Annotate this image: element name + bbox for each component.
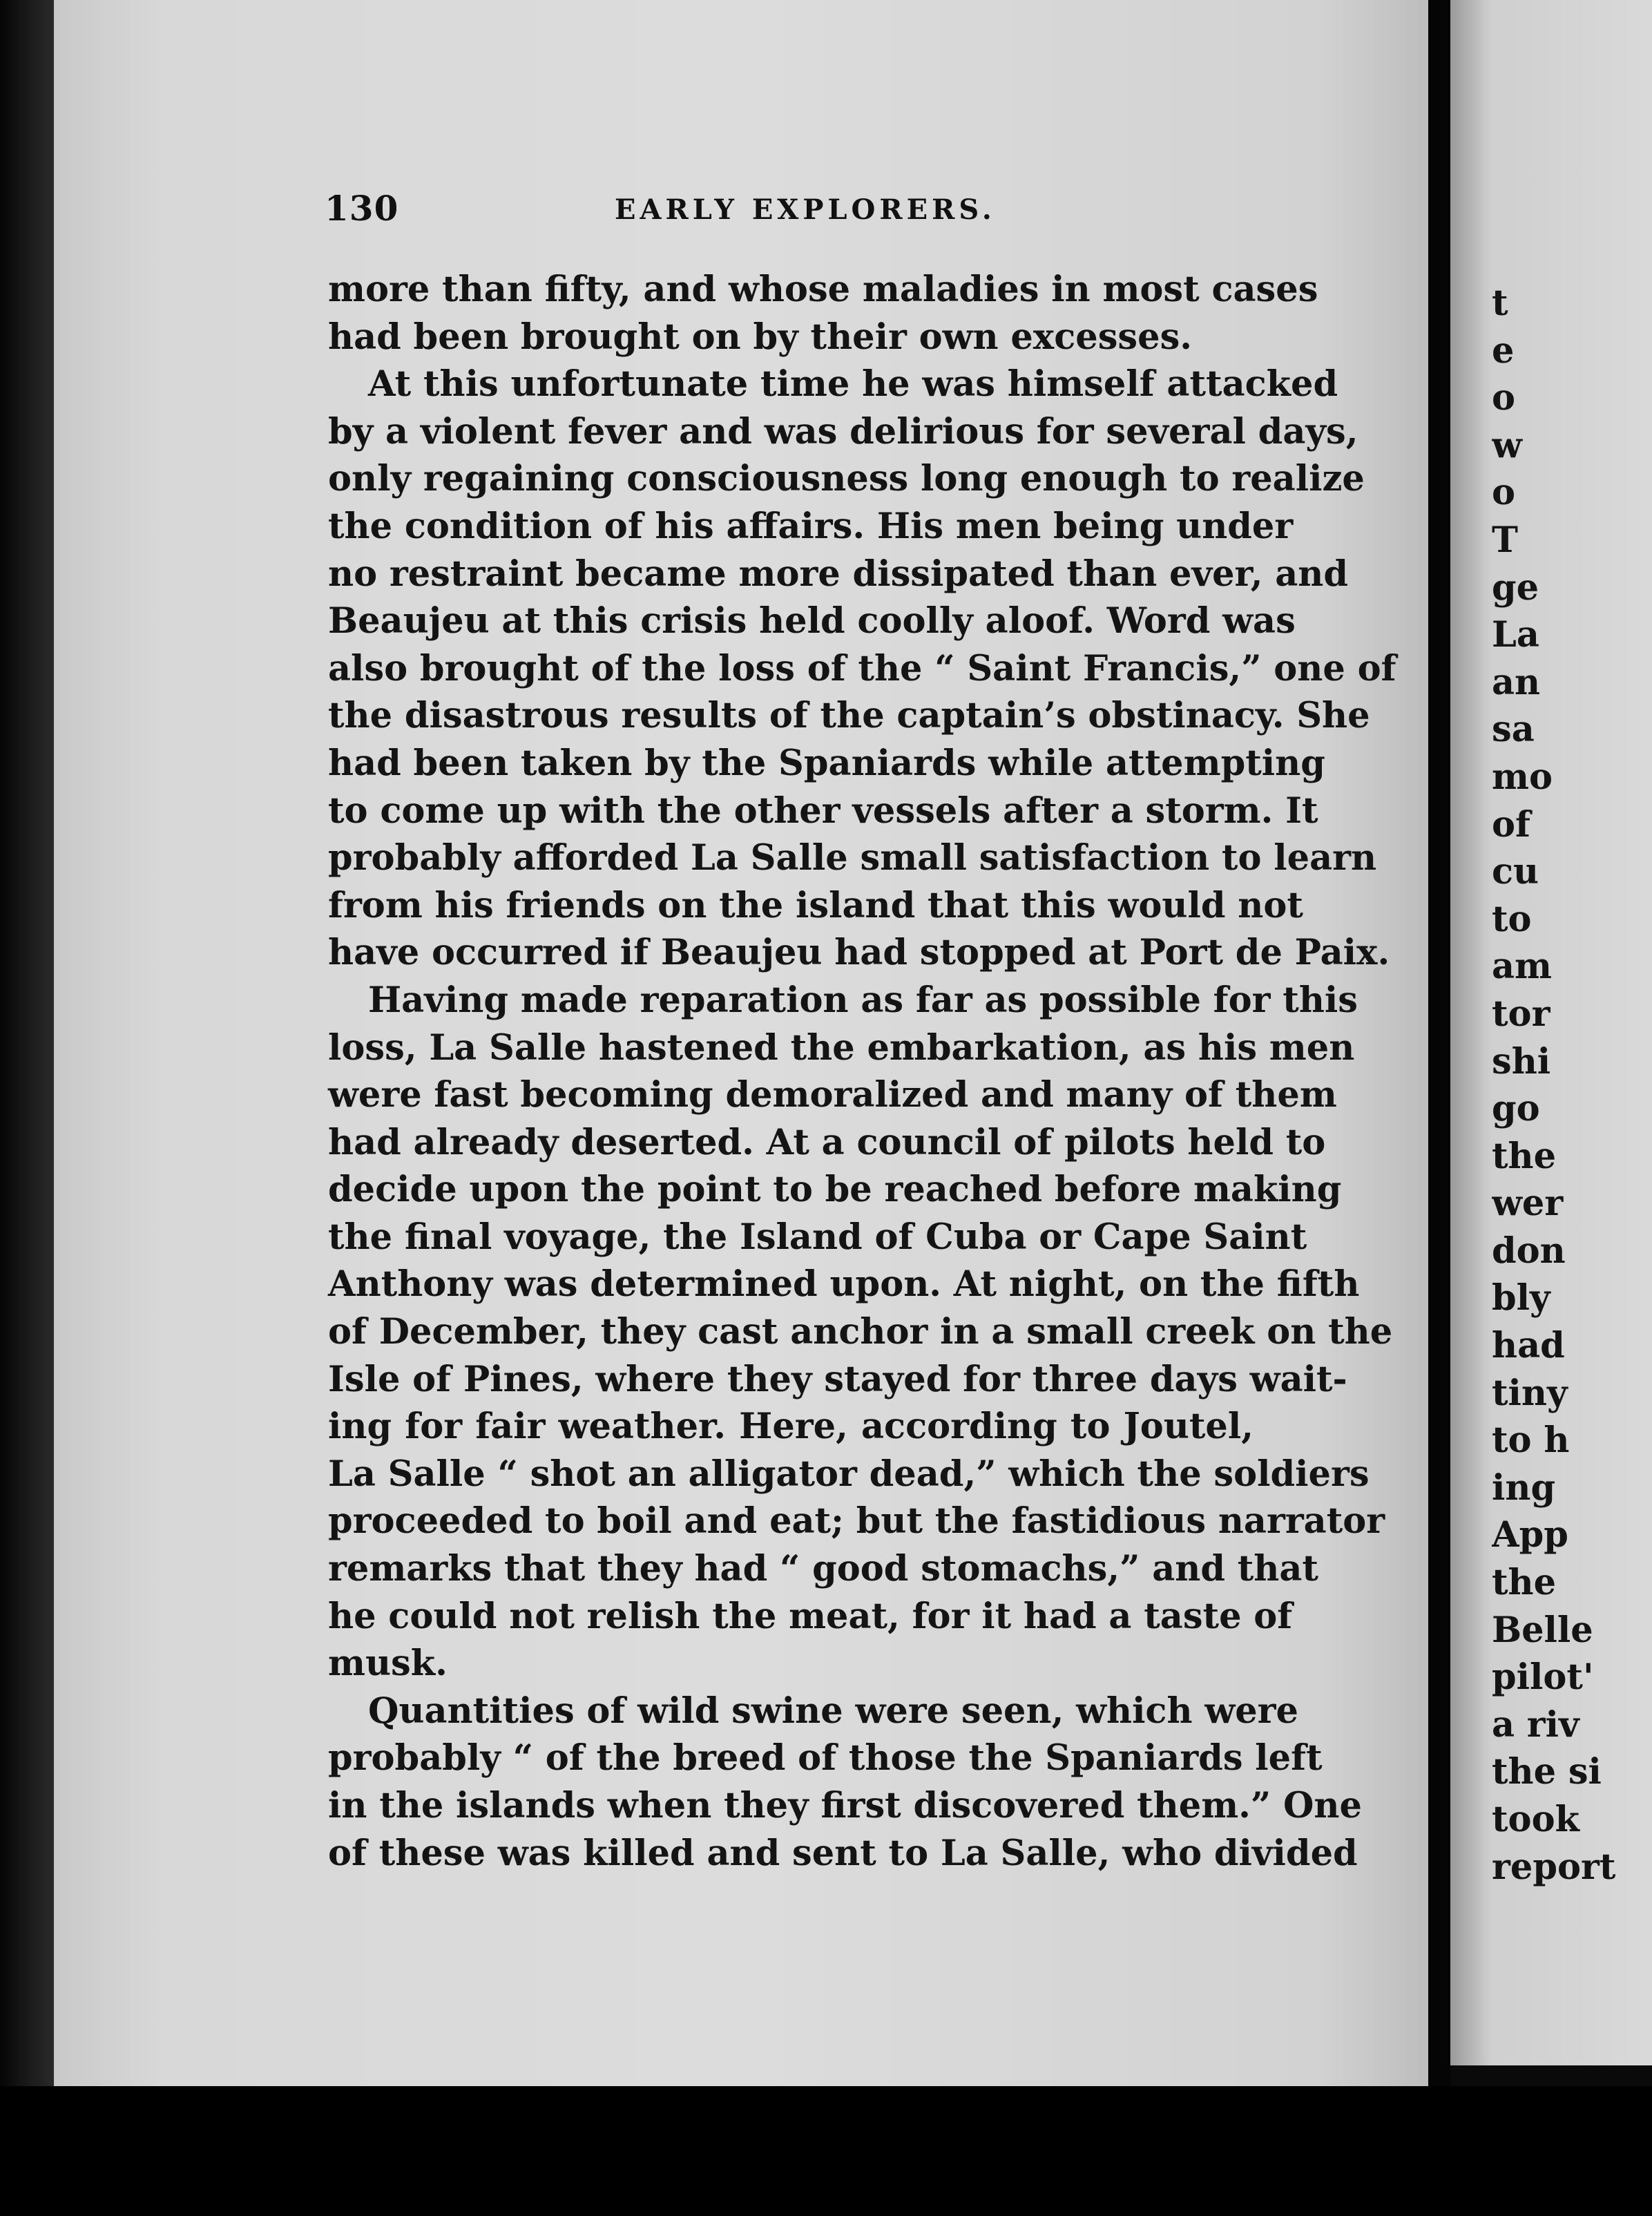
facing-page-line: bly [1492, 1277, 1550, 1319]
text-line: ing for fair weather. Here, according to Joutel, [328, 1406, 1254, 1448]
text-line: probably “ of the breed of those the Spaniards left [328, 1737, 1323, 1779]
facing-page-line: mo [1492, 756, 1553, 798]
facing-page-line: cu [1492, 851, 1539, 893]
facing-page-line: sa [1492, 709, 1535, 751]
facing-page-line: to h [1492, 1420, 1570, 1462]
text-line: also brought of the loss of the “ Saint Francis,” one of [328, 647, 1396, 689]
text-line: to come up with the other vessels after a storm. It [328, 790, 1318, 832]
running-title: EARLY EXPLORERS. [615, 193, 996, 226]
scan-left-edge [0, 0, 55, 2216]
text-line: the condition of his affairs. His men being under [328, 505, 1294, 547]
facing-page-line: don [1492, 1230, 1566, 1272]
facing-page-line: wer [1492, 1183, 1564, 1225]
facing-page-line: T [1492, 519, 1518, 561]
facing-page-line: o [1492, 472, 1516, 514]
scan-bottom-edge [0, 2086, 1652, 2216]
text-line: in the islands when they first discovered them.” One [328, 1785, 1362, 1826]
facing-page-line: ing [1492, 1467, 1556, 1509]
text-line: the final voyage, the Island of Cuba or Cape Saint [328, 1216, 1307, 1258]
page-header [325, 188, 1250, 236]
text-line: the disastrous results of the captain’s obstinacy. She [328, 695, 1370, 737]
text-line: La Salle “ shot an alligator dead,” which the soldiers [328, 1453, 1370, 1495]
text-line: had been brought on by their own excesses. [328, 316, 1193, 358]
text-line: no restraint became more dissipated than ever, and [328, 553, 1349, 595]
facing-page-line: of [1492, 803, 1530, 846]
text-line: from his friends on the island that this would not [328, 884, 1303, 926]
text-line: of December, they cast anchor in a small creek on the [328, 1311, 1393, 1353]
page-body-text [328, 266, 1396, 1877]
facing-page-line: shi [1492, 1040, 1551, 1082]
text-line: had already deserted. At a council of pilots held to [328, 1121, 1326, 1163]
text-line: musk. [328, 1643, 448, 1685]
facing-page-text [1492, 280, 1652, 1891]
text-line: Isle of Pines, where they stayed for three days wait- [328, 1358, 1347, 1400]
facing-page-line: an [1492, 661, 1541, 703]
facing-page-line: ge [1492, 566, 1539, 609]
facing-page-line: the si [1492, 1751, 1602, 1793]
text-line: Having made reparation as far as possible for this [368, 979, 1358, 1021]
facing-page-line: App [1492, 1514, 1568, 1556]
facing-page-line: am [1492, 946, 1553, 988]
facing-page-line: La [1492, 614, 1539, 656]
facing-page-line: a riv [1492, 1703, 1579, 1746]
page-gutter [1428, 0, 1450, 2216]
facing-page-line: report [1492, 1846, 1616, 1888]
text-line: proceeded to boil and eat; but the fastidious narrator [328, 1500, 1385, 1542]
text-line: he could not relish the meat, for it had a taste of [328, 1595, 1293, 1637]
facing-page-line: o [1492, 377, 1516, 419]
facing-page-line: w [1492, 424, 1522, 466]
text-line: Anthony was determined upon. At night, on the fifth [328, 1263, 1360, 1306]
page-number: 130 [325, 188, 399, 229]
facing-page-line: the [1492, 1135, 1557, 1177]
text-line: Beaujeu at this crisis held coolly aloof. Word was [328, 600, 1296, 642]
facing-page-line: had [1492, 1325, 1565, 1367]
text-line: more than fifty, and whose maladies in most cases [328, 269, 1318, 310]
facing-page-line: e [1492, 329, 1515, 372]
facing-page-line: tor [1492, 993, 1550, 1035]
text-line: decide upon the point to be reached before making [328, 1169, 1342, 1211]
facing-page-line: t [1492, 283, 1508, 324]
facing-page-line: tiny [1492, 1372, 1568, 1414]
facing-page-line: to [1492, 898, 1532, 940]
text-line: Quantities of wild swine were seen, which were [368, 1690, 1298, 1732]
text-line: of these was killed and sent to La Salle, who divided [328, 1832, 1358, 1874]
text-line: had been taken by the Spaniards while attempting [328, 742, 1325, 784]
facing-page-line: Belle [1492, 1609, 1593, 1651]
text-line: At this unfortunate time he was himself attacked [368, 363, 1338, 405]
facing-page-line: pilot' [1492, 1656, 1594, 1699]
facing-page-line: the [1492, 1562, 1557, 1604]
text-line: probably afforded La Salle small satisfaction to learn [328, 837, 1377, 879]
text-line: were fast becoming demoralized and many of them [328, 1074, 1337, 1116]
facing-page-line: go [1492, 1088, 1540, 1130]
text-line: loss, La Salle hastened the embarkation, as his men [328, 1026, 1355, 1069]
text-line: have occurred if Beaujeu had stopped at Port de Paix. [328, 932, 1390, 974]
text-line: remarks that they had “ good stomachs,” and that [328, 1548, 1318, 1590]
text-line: by a violent fever and was delirious for several days, [328, 410, 1358, 452]
facing-page-line: took [1492, 1799, 1579, 1840]
text-line: only regaining consciousness long enough to realize [328, 458, 1365, 500]
